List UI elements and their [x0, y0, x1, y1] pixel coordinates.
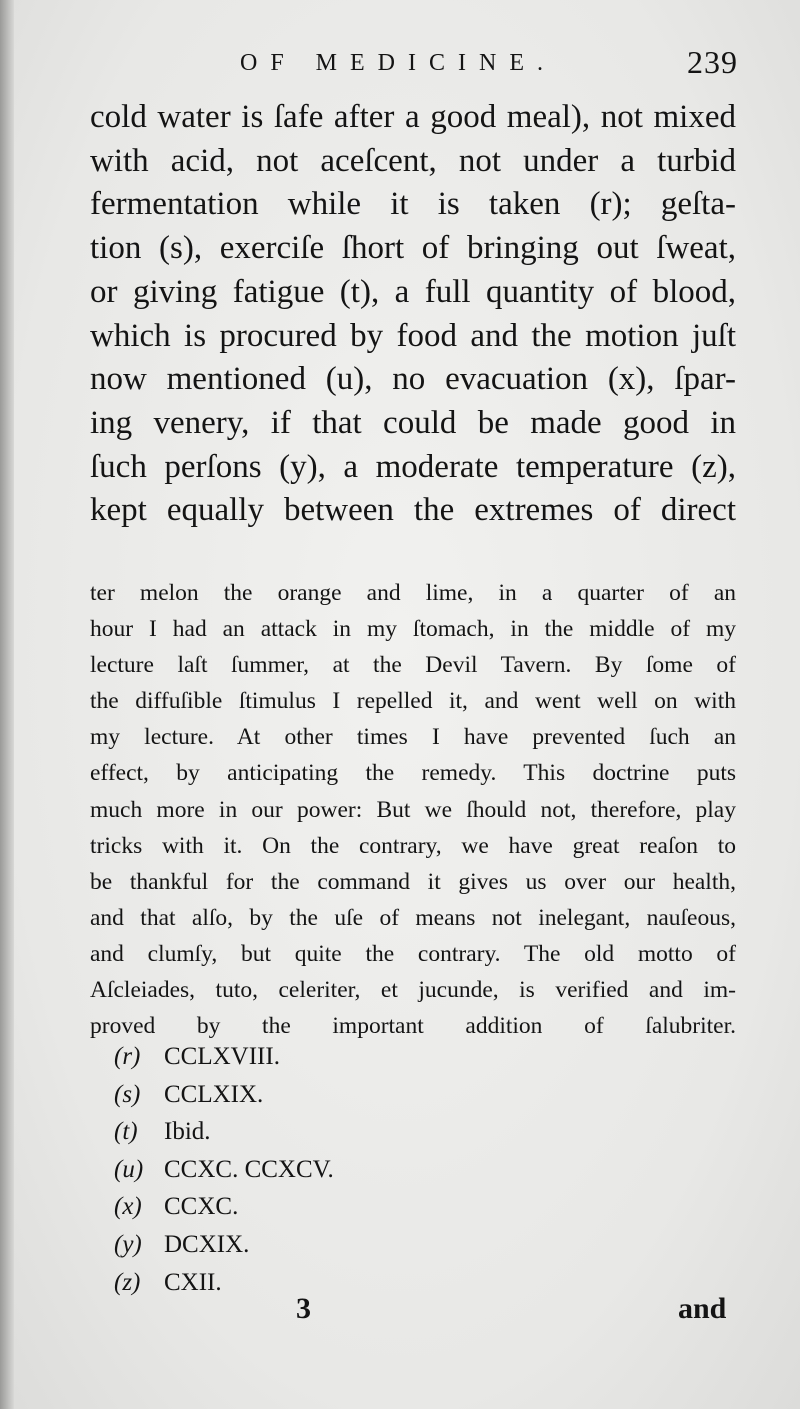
footnote-line: tricks with it. On the contrary, we have great reaſon to	[90, 832, 736, 859]
footnote-line: lecture laſt ſummer, at the Devil Tavern. By ſome of	[90, 652, 736, 679]
reference-text: CCXC.	[164, 1193, 239, 1221]
reference-item	[114, 1113, 334, 1151]
text-line: fermentation while it is taken (r); geſta-	[90, 186, 736, 223]
footnote-line: hour I had an attack in my ſtomach, in the middle of my	[90, 616, 736, 643]
footnote-line: effect, by anticipating the remedy. This doctrine puts	[90, 760, 736, 787]
reference-text: CCLXIX.	[164, 1080, 264, 1108]
reference-mark: (z)	[114, 1268, 141, 1296]
footnote-line: the diffuſible ſtimulus I repelled it, and went well on with	[90, 688, 736, 715]
footnote-line: my lecture. At other times I have prevented ſuch an	[90, 724, 736, 751]
footnote-line: much more in our power: But we ſhould not, therefore, play	[90, 796, 736, 823]
footnote-line: and that alſo, by the uſe of means not inelegant, nauſeous,	[90, 904, 736, 931]
reference-mark: (y)	[114, 1230, 142, 1258]
text-line: which is procured by food and the motion juſt	[90, 317, 736, 354]
footnote-line: and clumſy, but quite the contrary. The old motto of	[90, 940, 736, 967]
reference-item	[114, 1226, 334, 1264]
text-line: now mentioned (u), no evacuation (x), ſpar-	[90, 361, 736, 398]
footnote-line: be thankful for the command it gives us over our health,	[90, 868, 736, 895]
text-line: cold water is ſafe after a good meal), not mixed	[90, 99, 736, 135]
reference-text: CCLXVIII.	[164, 1043, 280, 1070]
text-line: kept equally between the extremes of direct	[90, 492, 736, 529]
reference-mark: (u)	[114, 1155, 144, 1183]
text-line: ſuch perſons (y), a moderate temperature (z),	[90, 448, 736, 485]
reference-text: Ibid.	[164, 1118, 211, 1146]
text-line: or giving fatigue (t), a full quantity of blood,	[90, 273, 736, 310]
page-gutter-edge	[0, 0, 14, 1409]
reference-mark: (x)	[114, 1193, 142, 1221]
page-number: 239	[687, 44, 738, 80]
footnote-line: proved by the important addition of ſalubriter.	[90, 1013, 736, 1040]
footnote-line: ter melon the orange and lime, in a quarter of an	[90, 580, 736, 606]
reference-mark: (s)	[114, 1080, 141, 1108]
reference-text: CCXC. CCXCV.	[164, 1155, 334, 1183]
reference-text: DCXIX.	[164, 1230, 250, 1258]
footnote-continuation	[90, 575, 736, 1044]
text-line: tion (s), exerciſe ſhort of bringing out ſweat,	[90, 230, 736, 267]
reference-mark: (r)	[114, 1043, 141, 1070]
signature-mark: 3	[296, 1292, 311, 1325]
reference-item	[114, 1188, 334, 1226]
main-text	[90, 96, 736, 533]
reference-item	[114, 1076, 334, 1114]
footnote-line: Aſcleiades, tuto, celeriter, et jucunde, is verified and im-	[90, 977, 736, 1004]
reference-notes	[114, 1038, 334, 1301]
reference-mark: (t)	[114, 1118, 138, 1146]
reference-item	[114, 1151, 334, 1189]
running-head: OF MEDICINE.	[240, 50, 556, 76]
reference-text: CXII.	[164, 1268, 222, 1296]
text-line: with acid, not aceſcent, not under a turbid	[90, 142, 736, 179]
catchword: and	[678, 1292, 727, 1325]
text-line: ing venery, if that could be made good in	[90, 404, 736, 441]
reference-item	[114, 1038, 334, 1076]
page-header	[90, 44, 738, 90]
